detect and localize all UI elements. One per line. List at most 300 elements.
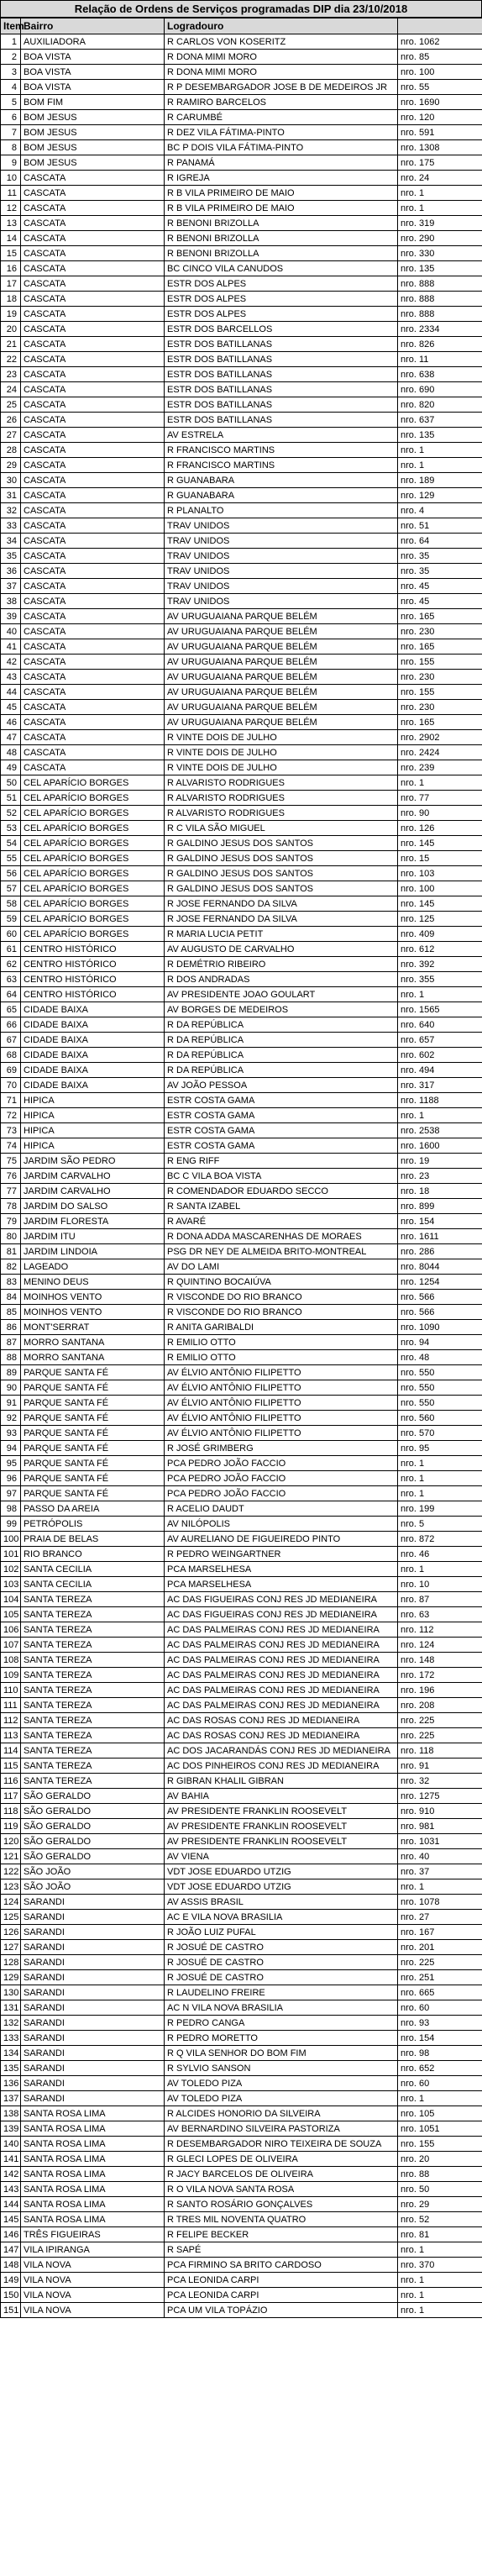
cell-numero: nro. 2424 [398,745,482,760]
table-row [1,579,482,594]
cell-logradouro: ESTR DOS BATILLANAS [165,337,398,352]
cell-logradouro: AV PRESIDENTE JOAO GOULART [165,987,398,1002]
cell-numero: nro. 392 [398,957,482,972]
cell-item: 140 [1,2137,21,2152]
cell-item: 125 [1,1910,21,1925]
cell-numero: nro. 51 [398,518,482,534]
table-row [1,760,482,775]
cell-logradouro: ESTR DOS BATILLANAS [165,367,398,382]
cell-item: 4 [1,80,21,95]
cell-numero: nro. 638 [398,367,482,382]
cell-item: 62 [1,957,21,972]
table-row [1,201,482,216]
cell-bairro: VILA NOVA [21,2288,165,2303]
table-row [1,927,482,942]
cell-item: 23 [1,367,21,382]
cell-bairro: SARANDI [21,1895,165,1910]
table-row [1,866,482,881]
cell-logradouro: R GUANABARA [165,473,398,488]
cell-bairro: SANTA ROSA LIMA [21,2182,165,2197]
cell-bairro: BOM JESUS [21,155,165,171]
cell-numero: nro. 652 [398,2061,482,2076]
table-row [1,972,482,987]
cell-bairro: SANTA TEREZA [21,1743,165,1759]
cell-bairro: CEL APARÍCIO BORGES [21,912,165,927]
table-row [1,428,482,443]
table-row [1,821,482,836]
cell-bairro: SARANDI [21,1970,165,1985]
cell-logradouro: R DONA MIMI MORO [165,50,398,65]
cell-numero: nro. 1078 [398,1895,482,1910]
cell-item: 42 [1,655,21,670]
cell-bairro: RIO BRANCO [21,1547,165,1562]
cell-item: 33 [1,518,21,534]
cell-numero: nro. 319 [398,216,482,231]
cell-item: 88 [1,1350,21,1365]
cell-item: 53 [1,821,21,836]
cell-item: 43 [1,670,21,685]
cell-item: 9 [1,155,21,171]
cell-bairro: PARQUE SANTA FÉ [21,1426,165,1441]
cell-logradouro: R SYLVIO SANSON [165,2061,398,2076]
cell-numero: nro. 1 [398,987,482,1002]
table-row [1,912,482,927]
cell-numero: nro. 63 [398,1607,482,1622]
table-row [1,1834,482,1849]
cell-logradouro: AV JOÃO PESSOA [165,1078,398,1093]
table-row [1,2197,482,2212]
cell-bairro: SARANDI [21,1910,165,1925]
cell-logradouro: AV AUGUSTO DE CARVALHO [165,942,398,957]
cell-item: 144 [1,2197,21,2212]
cell-bairro: CASCATA [21,624,165,639]
cell-bairro: CASCATA [21,518,165,534]
cell-bairro: CASCATA [21,382,165,397]
cell-numero: nro. 20 [398,2152,482,2167]
cell-bairro: BOA VISTA [21,50,165,65]
header-item: Item [1,18,21,34]
table-row [1,2031,482,2046]
cell-bairro: BOM JESUS [21,140,165,155]
cell-numero: nro. 129 [398,488,482,503]
cell-logradouro: AV URUGUAIANA PARQUE BELÉM [165,639,398,655]
cell-bairro: JARDIM CARVALHO [21,1184,165,1199]
header-bairro: Bairro [21,18,165,34]
cell-bairro: CASCATA [21,715,165,730]
cell-item: 87 [1,1335,21,1350]
cell-bairro: HIPICA [21,1123,165,1138]
cell-item: 11 [1,186,21,201]
cell-item: 15 [1,246,21,261]
cell-numero: nro. 1 [398,201,482,216]
cell-item: 37 [1,579,21,594]
cell-item: 130 [1,1985,21,2000]
cell-numero: nro. 2334 [398,322,482,337]
cell-logradouro: TRAV UNIDOS [165,594,398,609]
cell-item: 104 [1,1592,21,1607]
cell-bairro: CASCATA [21,397,165,413]
table-row [1,2167,482,2182]
cell-item: 25 [1,397,21,413]
cell-bairro: SÃO GERALDO [21,1834,165,1849]
cell-numero: nro. 10 [398,1577,482,1592]
cell-logradouro: R FRANCISCO MARTINS [165,443,398,458]
cell-item: 66 [1,1017,21,1033]
header-row [1,18,482,34]
cell-bairro: CEL APARÍCIO BORGES [21,896,165,912]
cell-item: 107 [1,1638,21,1653]
cell-item: 99 [1,1517,21,1532]
cell-item: 19 [1,307,21,322]
cell-bairro: CASCATA [21,367,165,382]
cell-bairro: CASCATA [21,276,165,292]
cell-item: 148 [1,2258,21,2273]
cell-logradouro: R GUANABARA [165,488,398,503]
cell-bairro: VILA NOVA [21,2258,165,2273]
table-row [1,2106,482,2121]
cell-item: 56 [1,866,21,881]
cell-logradouro: AV NILÓPOLIS [165,1517,398,1532]
cell-item: 102 [1,1562,21,1577]
table-row [1,1290,482,1305]
cell-numero: nro. 48 [398,1350,482,1365]
table-row [1,624,482,639]
cell-item: 117 [1,1789,21,1804]
cell-bairro: CENTRO HISTÓRICO [21,957,165,972]
cell-logradouro: TRAV UNIDOS [165,549,398,564]
cell-bairro: CASCATA [21,322,165,337]
cell-item: 60 [1,927,21,942]
cell-logradouro: AC DAS PALMEIRAS CONJ RES JD MEDIANEIRA [165,1668,398,1683]
cell-numero: nro. 94 [398,1335,482,1350]
cell-item: 119 [1,1819,21,1834]
cell-numero: nro. 370 [398,2258,482,2273]
cell-item: 84 [1,1290,21,1305]
cell-bairro: SANTA CECILIA [21,1577,165,1592]
cell-item: 29 [1,458,21,473]
cell-item: 41 [1,639,21,655]
cell-logradouro: R ACELIO DAUDT [165,1501,398,1517]
cell-logradouro: R FRANCISCO MARTINS [165,458,398,473]
cell-logradouro: AV TOLEDO PIZA [165,2091,398,2106]
table-row [1,1592,482,1607]
table-row [1,1486,482,1501]
cell-logradouro: R RAMIRO BARCELOS [165,95,398,110]
cell-logradouro: R FELIPE BECKER [165,2227,398,2242]
cell-item: 79 [1,1214,21,1229]
cell-item: 63 [1,972,21,987]
cell-logradouro: AV ÉLVIO ANTÔNIO FILIPETTO [165,1411,398,1426]
cell-logradouro: AV ÉLVIO ANTÔNIO FILIPETTO [165,1396,398,1411]
table-row [1,337,482,352]
cell-numero: nro. 172 [398,1668,482,1683]
table-row [1,1683,482,1698]
cell-bairro: PARQUE SANTA FÉ [21,1380,165,1396]
cell-item: 97 [1,1486,21,1501]
cell-bairro: BOA VISTA [21,80,165,95]
cell-bairro: CASCATA [21,201,165,216]
cell-numero: nro. 1 [398,1471,482,1486]
cell-bairro: SÃO JOÃO [21,1864,165,1879]
cell-bairro: CEL APARÍCIO BORGES [21,881,165,896]
cell-numero: nro. 566 [398,1290,482,1305]
cell-logradouro: AV PRESIDENTE FRANKLIN ROOSEVELT [165,1819,398,1834]
cell-logradouro: R PEDRO CANGA [165,2016,398,2031]
cell-item: 40 [1,624,21,639]
cell-item: 48 [1,745,21,760]
table-row [1,942,482,957]
cell-item: 55 [1,851,21,866]
cell-item: 7 [1,125,21,140]
table-row [1,1577,482,1592]
cell-logradouro: AV URUGUAIANA PARQUE BELÉM [165,715,398,730]
cell-bairro: CASCATA [21,337,165,352]
table-row [1,80,482,95]
cell-item: 35 [1,549,21,564]
cell-numero: nro. 100 [398,881,482,896]
cell-item: 109 [1,1668,21,1683]
table-row [1,458,482,473]
cell-logradouro: PCA FIRMINO SA BRITO CARDOSO [165,2258,398,2273]
cell-numero: nro. 230 [398,624,482,639]
cell-bairro: CENTRO HISTÓRICO [21,972,165,987]
cell-bairro: SARANDI [21,2031,165,2046]
cell-numero: nro. 355 [398,972,482,987]
table-row [1,443,482,458]
cell-numero: nro. 820 [398,397,482,413]
cell-item: 49 [1,760,21,775]
cell-logradouro: VDT JOSE EDUARDO UTZIG [165,1864,398,1879]
cell-item: 111 [1,1698,21,1713]
cell-bairro: SANTA TEREZA [21,1668,165,1683]
cell-item: 149 [1,2273,21,2288]
cell-item: 1 [1,34,21,50]
cell-numero: nro. 135 [398,261,482,276]
cell-numero: nro. 560 [398,1411,482,1426]
cell-logradouro: AC DOS PINHEIROS CONJ RES JD MEDIANEIRA [165,1759,398,1774]
cell-bairro: CIDADE BAIXA [21,1002,165,1017]
table-row [1,745,482,760]
cell-bairro: CENTRO HISTÓRICO [21,942,165,957]
table-row [1,503,482,518]
cell-numero: nro. 100 [398,65,482,80]
cell-bairro: PARQUE SANTA FÉ [21,1486,165,1501]
cell-item: 34 [1,534,21,549]
cell-logradouro: TRAV UNIDOS [165,564,398,579]
cell-numero: nro. 18 [398,1184,482,1199]
table-row [1,1426,482,1441]
cell-bairro: HIPICA [21,1108,165,1123]
header-numero [398,18,482,34]
cell-item: 134 [1,2046,21,2061]
cell-logradouro: R EMILIO OTTO [165,1350,398,1365]
cell-logradouro: R DOS ANDRADAS [165,972,398,987]
cell-item: 8 [1,140,21,155]
cell-logradouro: AC DAS PALMEIRAS CONJ RES JD MEDIANEIRA [165,1653,398,1668]
table-row [1,2076,482,2091]
cell-bairro: SANTA TEREZA [21,1653,165,1668]
cell-numero: nro. 1 [398,1456,482,1471]
cell-numero: nro. 872 [398,1532,482,1547]
cell-bairro: MOINHOS VENTO [21,1290,165,1305]
cell-numero: nro. 550 [398,1365,482,1380]
table-row [1,957,482,972]
cell-logradouro: R VISCONDE DO RIO BRANCO [165,1305,398,1320]
table-row [1,655,482,670]
table-row [1,730,482,745]
cell-numero: nro. 317 [398,1078,482,1093]
cell-bairro: MORRO SANTANA [21,1350,165,1365]
table-row [1,186,482,201]
table-row [1,1184,482,1199]
table-row [1,292,482,307]
table-row [1,2016,482,2031]
cell-numero: nro. 1 [398,1562,482,1577]
cell-bairro: CASCATA [21,473,165,488]
cell-numero: nro. 167 [398,1925,482,1940]
cell-item: 45 [1,700,21,715]
cell-bairro: SANTA ROSA LIMA [21,2152,165,2167]
cell-numero: nro. 60 [398,2076,482,2091]
cell-numero: nro. 52 [398,2212,482,2227]
table-row [1,594,482,609]
table-row [1,246,482,261]
cell-logradouro: AV VIENA [165,1849,398,1864]
table-row [1,791,482,806]
cell-logradouro: R PANAMÁ [165,155,398,171]
cell-bairro: CASCATA [21,534,165,549]
cell-numero: nro. 145 [398,836,482,851]
cell-item: 141 [1,2152,21,2167]
cell-bairro: SARANDI [21,2046,165,2061]
cell-numero: nro. 32 [398,1774,482,1789]
cell-logradouro: PCA LEONIDA CARPI [165,2288,398,2303]
cell-item: 58 [1,896,21,912]
table-row [1,1275,482,1290]
cell-item: 105 [1,1607,21,1622]
cell-bairro: PARQUE SANTA FÉ [21,1441,165,1456]
cell-bairro: MENINO DEUS [21,1275,165,1290]
cell-item: 59 [1,912,21,927]
cell-bairro: SANTA ROSA LIMA [21,2137,165,2152]
cell-item: 57 [1,881,21,896]
cell-bairro: CASCATA [21,639,165,655]
cell-logradouro: R DEMÉTRIO RIBEIRO [165,957,398,972]
cell-bairro: VILA IPIRANGA [21,2242,165,2258]
cell-numero: nro. 290 [398,231,482,246]
table-row [1,987,482,1002]
cell-bairro: HIPICA [21,1138,165,1154]
cell-numero: nro. 91 [398,1759,482,1774]
cell-bairro: SANTA TEREZA [21,1622,165,1638]
table-row [1,1093,482,1108]
cell-logradouro: R ALVARISTO RODRIGUES [165,775,398,791]
cell-logradouro: R IGREJA [165,171,398,186]
table-row [1,1638,482,1653]
cell-item: 90 [1,1380,21,1396]
cell-item: 136 [1,2076,21,2091]
table-row [1,1849,482,1864]
cell-numero: nro. 93 [398,2016,482,2031]
cell-numero: nro. 1031 [398,1834,482,1849]
cell-item: 3 [1,65,21,80]
cell-numero: nro. 2902 [398,730,482,745]
cell-bairro: SÃO GERALDO [21,1819,165,1834]
cell-item: 46 [1,715,21,730]
cell-logradouro: AC DAS FIGUEIRAS CONJ RES JD MEDIANEIRA [165,1592,398,1607]
cell-bairro: SARANDI [21,2091,165,2106]
cell-bairro: SÃO GERALDO [21,1804,165,1819]
cell-logradouro: AC DAS PALMEIRAS CONJ RES JD MEDIANEIRA [165,1698,398,1713]
table-row [1,700,482,715]
cell-item: 122 [1,1864,21,1879]
cell-item: 38 [1,594,21,609]
cell-logradouro: AC E VILA NOVA BRASILIA [165,1910,398,1925]
table-row [1,1970,482,1985]
cell-logradouro: ESTR COSTA GAMA [165,1123,398,1138]
cell-bairro: SANTA TEREZA [21,1592,165,1607]
cell-logradouro: R DA REPÚBLICA [165,1063,398,1078]
cell-bairro: PARQUE SANTA FÉ [21,1411,165,1426]
cell-numero: nro. 1308 [398,140,482,155]
table-row [1,1622,482,1638]
cell-numero: nro. 225 [398,1713,482,1728]
cell-numero: nro. 1 [398,2273,482,2288]
cell-numero: nro. 4 [398,503,482,518]
cell-item: 129 [1,1970,21,1985]
cell-bairro: BOM JESUS [21,110,165,125]
table-row [1,1199,482,1214]
cell-item: 121 [1,1849,21,1864]
cell-numero: nro. 899 [398,1199,482,1214]
cell-item: 44 [1,685,21,700]
cell-logradouro: ESTR DOS ALPES [165,307,398,322]
cell-logradouro: R C VILA SÃO MIGUEL [165,821,398,836]
cell-item: 61 [1,942,21,957]
table-row [1,2000,482,2016]
table-row [1,2303,482,2318]
table-row [1,2258,482,2273]
cell-bairro: PARQUE SANTA FÉ [21,1365,165,1380]
cell-numero: nro. 64 [398,534,482,549]
cell-bairro: PARQUE SANTA FÉ [21,1471,165,1486]
table-row [1,1396,482,1411]
cell-bairro: CENTRO HISTÓRICO [21,987,165,1002]
cell-numero: nro. 640 [398,1017,482,1033]
cell-bairro: JARDIM ITU [21,1229,165,1244]
cell-logradouro: R VINTE DOIS DE JULHO [165,730,398,745]
cell-bairro: CEL APARÍCIO BORGES [21,791,165,806]
cell-logradouro: R B VILA PRIMEIRO DE MAIO [165,201,398,216]
cell-logradouro: R ENG RIFF [165,1154,398,1169]
table-row [1,1895,482,1910]
cell-bairro: CEL APARÍCIO BORGES [21,806,165,821]
cell-numero: nro. 1090 [398,1320,482,1335]
cell-logradouro: R DEZ VILA FÁTIMA-PINTO [165,125,398,140]
cell-numero: nro. 112 [398,1622,482,1638]
cell-logradouro: R ALVARISTO RODRIGUES [165,806,398,821]
cell-item: 98 [1,1501,21,1517]
cell-bairro: CASCATA [21,458,165,473]
cell-item: 137 [1,2091,21,2106]
cell-numero: nro. 19 [398,1154,482,1169]
table-row [1,836,482,851]
cell-bairro: PRAIA DE BELAS [21,1532,165,1547]
cell-logradouro: R VINTE DOIS DE JULHO [165,745,398,760]
table-row [1,881,482,896]
cell-bairro: CASCATA [21,413,165,428]
cell-logradouro: R DONA ADDA MASCARENHAS DE MORAES [165,1229,398,1244]
